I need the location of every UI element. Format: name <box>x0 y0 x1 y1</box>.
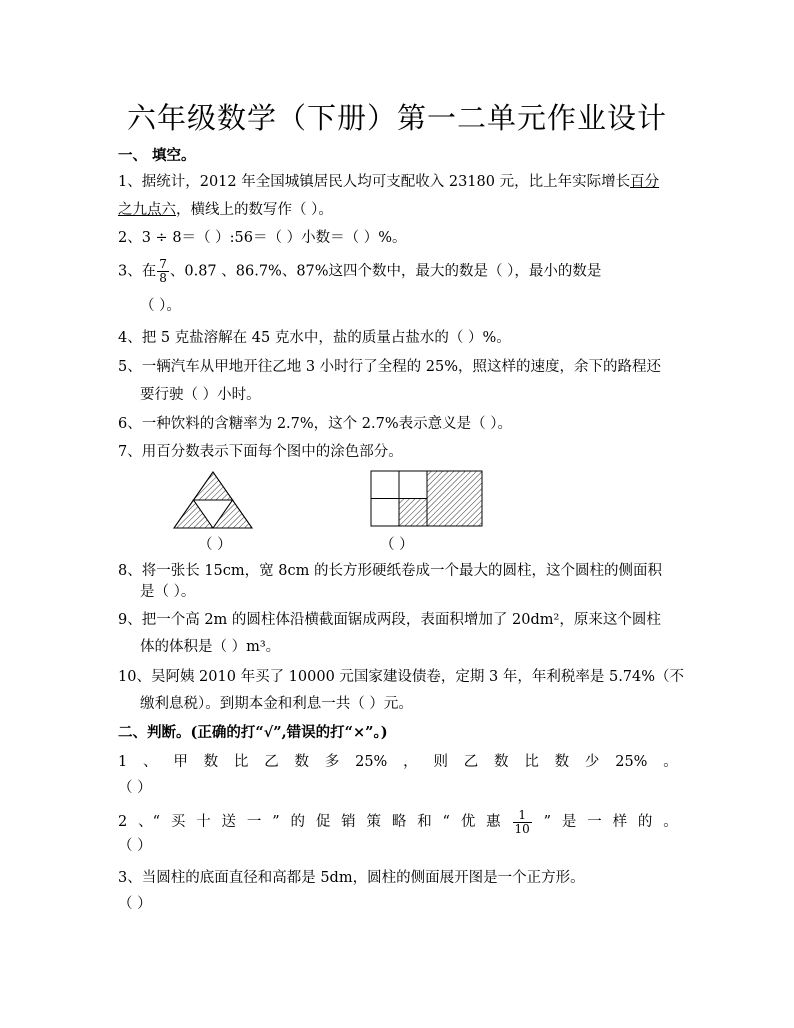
judgement-1-word: 。 <box>663 754 678 770</box>
judgement-2-word: 是 <box>561 814 577 830</box>
judgement-2-word: 的 <box>637 814 653 830</box>
judgement-2-word: 优 <box>460 814 476 830</box>
shaded-triangle-figure <box>172 470 254 530</box>
judgement-2-word: 策 <box>366 814 382 830</box>
question-8-line-2: 是（ ）。 <box>140 584 196 600</box>
page-title: 六年级数学（下册）第一二单元作业设计 <box>126 101 667 135</box>
question-7: 7、用百分数表示下面每个图中的涂色部分。 <box>118 444 403 460</box>
question-5-line-1: 5、一辆汽车从甲地开往乙地 3 小时行了全程的 25%，照这样的速度，余下的路程还 <box>118 359 662 375</box>
judgement-1-word: 比 <box>524 754 539 770</box>
judgement-2-word: ” <box>543 814 552 830</box>
judgement-2-word: 一 <box>246 814 262 830</box>
section-fill-blank-heading: 一、 填空。 <box>118 147 196 164</box>
question-5-line-2: 要行驶（ ）小时。 <box>140 387 261 403</box>
judgement-1-word: 数 <box>203 754 219 770</box>
judgement-2-word: 惠 <box>486 814 501 830</box>
judgement-2-word: 十 <box>196 814 211 830</box>
judgement-2-word: “ <box>442 814 450 830</box>
judgement-1-word: 多 <box>324 754 340 770</box>
judgement-2-word: 送 <box>221 814 237 830</box>
judgement-1-word: 数 <box>554 754 570 770</box>
fraction-one-tenth: $\frac{1}{10}$ <box>514 807 530 836</box>
judgement-1-word: 25% <box>355 754 388 770</box>
judgement-1-word: 25% <box>615 754 648 770</box>
fraction-seven-eighths: $\frac{7}{8}$ <box>159 257 167 285</box>
judgement-2-word: 样 <box>612 814 628 830</box>
judgement-2-word: 的 <box>290 814 305 830</box>
question-8-line-1: 8、将一张长 15cm，宽 8cm 的长方形硬纸卷成一个最大的圆柱，这个圆柱的侧面积 <box>118 563 662 579</box>
judgement-1-word: 数 <box>494 754 509 770</box>
question-3-line-1 <box>118 258 601 285</box>
section-judgement-heading: 二、判断。(正确的打“√”,错误的打“×”。) <box>118 724 388 741</box>
question-4: 4、把 5 克盐溶解在 45 克水中，盐的质量占盐水的（ ）%。 <box>118 330 511 346</box>
judgement-2-word: ” <box>272 814 280 830</box>
judgement-3-answer-parens[interactable]: （ ） <box>118 896 152 912</box>
judgement-3: 3、当圆柱的底面直径和高都是 5dm，圆柱的侧面展开图是一个正方形。 <box>118 870 585 886</box>
question-2: 2、3 ÷ 8＝（ ）:56＝（ ）小数＝（ ）%。 <box>118 230 407 246</box>
judgement-1-word: 少 <box>584 754 600 770</box>
judgement-1-word: 1 <box>118 754 128 770</box>
judgement-1-line <box>118 752 678 772</box>
judgement-2-word: 略 <box>391 814 407 830</box>
question-10-line-1: 10、吴阿姨 2010 年买了 10000 元国家建设债卷，定期 3 年，年利税率是 5.74%（不 <box>118 669 685 685</box>
judgement-2-word: 促 <box>315 814 331 830</box>
judgement-2-word: 销 <box>341 814 356 830</box>
judgement-1-word: 乙 <box>463 754 479 770</box>
q1-underlined-text-2: 之九点六 <box>118 202 176 218</box>
judgement-1-word: 、 <box>143 754 158 770</box>
question-9-line-1: 9、把一个高 2m 的圆柱体沿横截面锯成两段，表面积增加了 20dm²，原来这个圆柱 <box>118 612 661 628</box>
question-1-line-2 <box>118 200 333 220</box>
judgement-2-word: 、“ <box>138 814 160 830</box>
judgement-1-word: 乙 <box>264 754 279 770</box>
judgement-2-answer-parens[interactable]: （ ） <box>118 838 152 854</box>
judgement-1-answer-parens[interactable]: （ ） <box>118 780 152 796</box>
judgement-2-word: 。 <box>663 814 678 830</box>
question-9-line-2: 体的体积是（ ）m³。 <box>140 639 281 655</box>
judgement-1-word: 比 <box>233 754 249 770</box>
q3-text-2: 、0.87 、86.7%、87%这四个数中，最大的数是（ ），最小的数是 <box>169 263 602 280</box>
q7-answer-blank-1[interactable]: （ ） <box>198 537 232 553</box>
question-1-line-1 <box>118 172 659 192</box>
judgement-1-word: ， <box>403 754 418 770</box>
judgement-1-word: 甲 <box>173 754 188 770</box>
q3-text: 3、在 <box>118 263 157 280</box>
judgement-1-word: 则 <box>433 754 448 770</box>
judgement-2-word: 和 <box>417 814 432 830</box>
shaded-rectangle-figure <box>370 470 484 528</box>
q1-text: 1、据统计，2012 年全国城镇居民人均可支配收入 23180 元，比上年实际增长 <box>118 174 631 190</box>
question-3-line-2: （ ）。 <box>140 298 181 314</box>
q1-underlined-text: 百分 <box>630 174 660 190</box>
judgement-2-word: 2 <box>118 814 128 830</box>
judgement-1-word: 数 <box>294 754 310 770</box>
judgement-2-word: 一 <box>587 814 602 830</box>
judgement-2-word: 买 <box>170 814 186 830</box>
judgement-2-line <box>118 807 678 836</box>
q1-text-2: ，横线上的数写作（ ）。 <box>176 202 333 218</box>
q7-answer-blank-2[interactable]: （ ） <box>380 537 414 553</box>
question-6: 6、一种饮料的含糖率为 2.7%，这个 2.7%表示意义是（ ）。 <box>118 416 512 432</box>
question-10-line-2: 缴利息税）。到期本金和利息一共（ ）元。 <box>140 696 413 712</box>
